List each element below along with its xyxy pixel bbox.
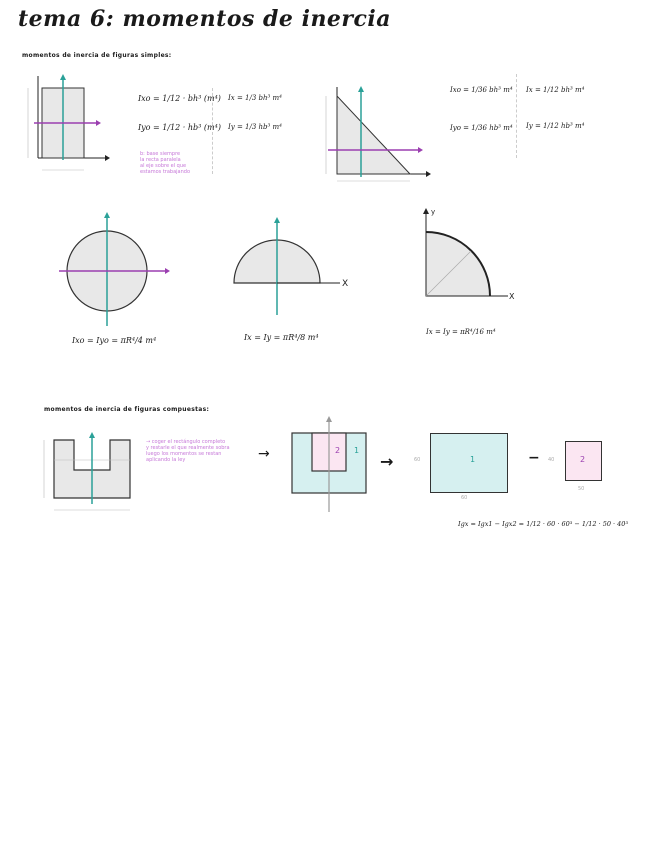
arrow-right-icon: →	[258, 446, 270, 462]
rect-formula-ixo: Ixo = 1/12 · bh³ (m⁴)	[138, 94, 221, 103]
composite-formula: Igx = Igx1 − Igx2 = 1/12 · 60 · 60³ − 1/12 · 50 · 40³	[458, 520, 629, 528]
rect-note: b: base siempre la recta paralela al eje sobre el que estamos trabajando	[140, 151, 191, 175]
rect-part-1-label: 1	[470, 455, 476, 464]
rect-part-2-width: 50	[578, 486, 585, 492]
rect-part-1	[430, 433, 508, 493]
tri-formula-iy: Iy = 1/12 hb³ m⁴	[526, 122, 585, 130]
svg-text:X: X	[342, 279, 349, 289]
semicircle-formula: Ix = Iy = πR⁴/8 m⁴	[244, 333, 319, 342]
quarter-formula: Ix = Iy = πR⁴/16 m⁴	[426, 328, 496, 336]
quarter-circle-diagram	[418, 206, 523, 306]
svg-text:y: y	[431, 208, 436, 216]
circle-diagram	[55, 208, 180, 333]
tri-formula-ixo: Ixo = 1/36 bh³ m⁴	[450, 86, 513, 94]
rect-formula-iyo: Iyo = 1/12 · hb³ (m⁴)	[138, 123, 221, 132]
divider	[516, 74, 517, 158]
minus-sign: −	[528, 450, 540, 466]
label-part-1: 1	[354, 446, 360, 455]
triangle-diagram	[318, 82, 433, 182]
label-part-2: 2	[335, 446, 341, 455]
divider	[212, 88, 213, 174]
rect-part-2-height: 40	[548, 457, 555, 463]
rect-part-1-width: 60	[461, 495, 468, 501]
arrow-right-icon: →	[380, 452, 394, 471]
rectangle-diagram	[20, 70, 115, 185]
rect-formula-iy: Iy = 1/3 hb³ m⁴	[228, 123, 282, 131]
semicircle-diagram	[228, 215, 358, 320]
u-shape-diagram	[40, 430, 140, 520]
tri-formula-iyo: Iyo = 1/36 hb³ m⁴	[450, 124, 513, 132]
rect-formula-ix: Ix = 1/3 bh³ m⁴	[228, 94, 282, 102]
page-title: tema 6: momentos de inercia	[18, 6, 392, 32]
section-heading-simple: momentos de inercia de figuras simples:	[22, 52, 172, 59]
composite-note: → coger el rectángulo completo y restarle el que realmente sobra luego los momentos se restan aplicando la ley	[146, 439, 230, 463]
tri-formula-ix: Ix = 1/12 bh³ m⁴	[526, 86, 585, 94]
decomposed-diagram	[284, 414, 376, 514]
rect-part-1-height: 60	[414, 457, 421, 463]
rect-part-2-label: 2	[580, 455, 586, 464]
circle-formula: Ixo = Iyo = πR⁴/4 m⁴	[72, 336, 157, 345]
section-heading-composite: momentos de inercia de figuras compuestas:	[44, 406, 210, 413]
svg-text:X: X	[509, 292, 515, 301]
